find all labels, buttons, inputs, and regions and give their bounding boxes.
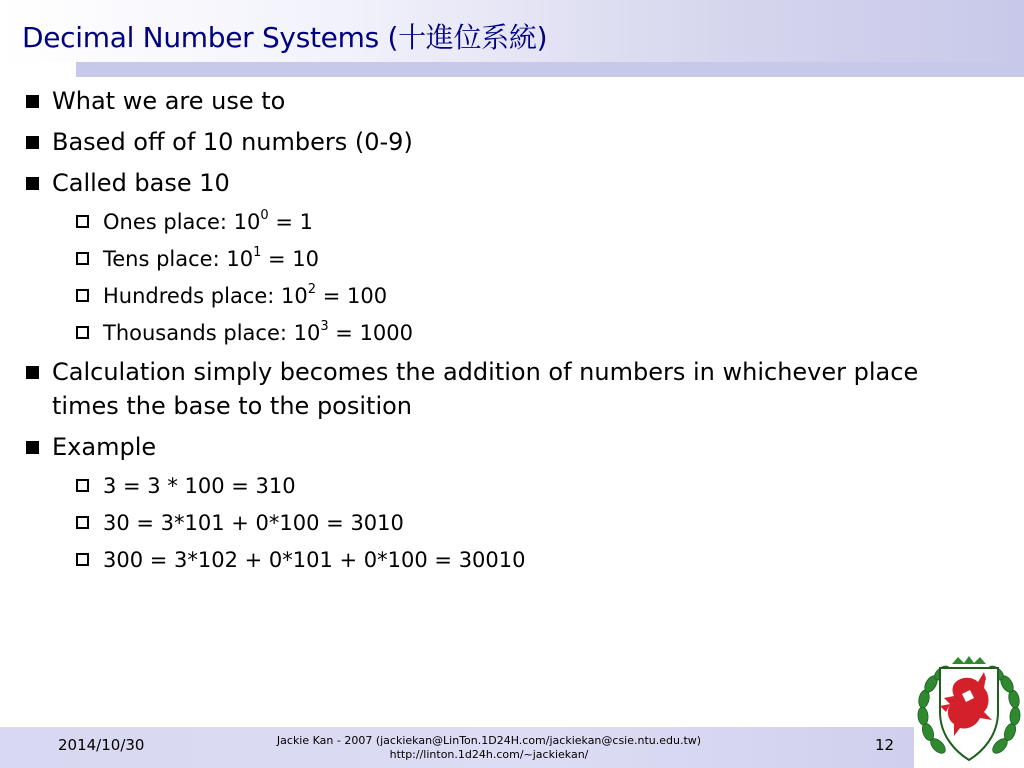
page-number: 12: [875, 736, 895, 754]
bullet-item: [0, 430, 1024, 464]
bullet-text: Based off of 10 numbers (0-9): [52, 128, 413, 156]
slide-title-cjk: 十進位系統: [398, 21, 537, 54]
sub-bullet-item: [0, 244, 1024, 274]
square-bullet-icon: [26, 366, 39, 379]
hollow-square-bullet-icon: [76, 289, 89, 302]
hollow-square-bullet-icon: [76, 516, 89, 529]
sub-bullet-item: [0, 471, 1024, 501]
bullet-text: Calculation simply becomes the addition of numbers in whichever place times the base to the position: [52, 358, 919, 420]
hollow-square-bullet-icon: [76, 479, 89, 492]
sub-bullet-item: [0, 318, 1024, 348]
bullet-item: [0, 355, 1024, 423]
place-exponent: 3: [320, 319, 329, 334]
example-text: 30 = 3*101 + 0*100 = 3010: [103, 511, 404, 535]
slide-title-latin: Decimal Number Systems (: [22, 21, 399, 54]
place-value: = 1: [268, 210, 313, 234]
bullet-item: [0, 84, 1024, 118]
place-label: Thousands place: 10: [103, 321, 321, 345]
bullet-text: Called base 10: [52, 169, 230, 197]
place-exponent: 1: [253, 245, 262, 260]
sub-bullet-item: [0, 508, 1024, 538]
example-text: 300 = 3*102 + 0*101 + 0*100 = 30010: [103, 548, 526, 572]
sub-bullet-item: [0, 281, 1024, 311]
example-text: 3 = 3 * 100 = 310: [103, 474, 296, 498]
title-rule: [76, 62, 1024, 77]
bullet-item: [0, 166, 1024, 200]
sub-bullet-item: [0, 207, 1024, 237]
place-label: Hundreds place: 10: [103, 284, 308, 308]
place-label: Ones place: 10: [103, 210, 261, 234]
footer-credit-line: Jackie Kan - 2007 (jackiekan@LinTon.1D24H.com/jackiekan@csie.ntu.edu.tw): [276, 734, 702, 747]
slide-content: [0, 84, 1024, 582]
square-bullet-icon: [26, 177, 39, 190]
place-exponent: 0: [260, 208, 269, 223]
hollow-square-bullet-icon: [76, 553, 89, 566]
hollow-square-bullet-icon: [76, 326, 89, 339]
footer-credit: [250, 734, 728, 762]
hollow-square-bullet-icon: [76, 215, 89, 228]
place-label: Tens place: 10: [103, 247, 254, 271]
place-exponent: 2: [307, 282, 317, 297]
sub-bullet-item: [0, 545, 1024, 575]
square-bullet-icon: [26, 441, 39, 454]
place-value: = 1000: [328, 321, 414, 345]
slide-title: [22, 18, 547, 58]
slide-title-close: ): [536, 21, 548, 54]
square-bullet-icon: [26, 95, 39, 108]
bullet-text: Example: [52, 433, 157, 461]
place-value: = 10: [261, 247, 320, 271]
bullet-text: What we are use to: [52, 87, 286, 115]
bullet-item: [0, 125, 1024, 159]
hollow-square-bullet-icon: [76, 252, 89, 265]
footer-url: http://linton.1d24h.com/~jackiekan/: [389, 748, 589, 761]
square-bullet-icon: [26, 136, 39, 149]
footer-date: 2014/10/30: [58, 736, 145, 754]
dragon-crest-icon: [914, 654, 1024, 768]
place-value: = 100: [316, 284, 388, 308]
